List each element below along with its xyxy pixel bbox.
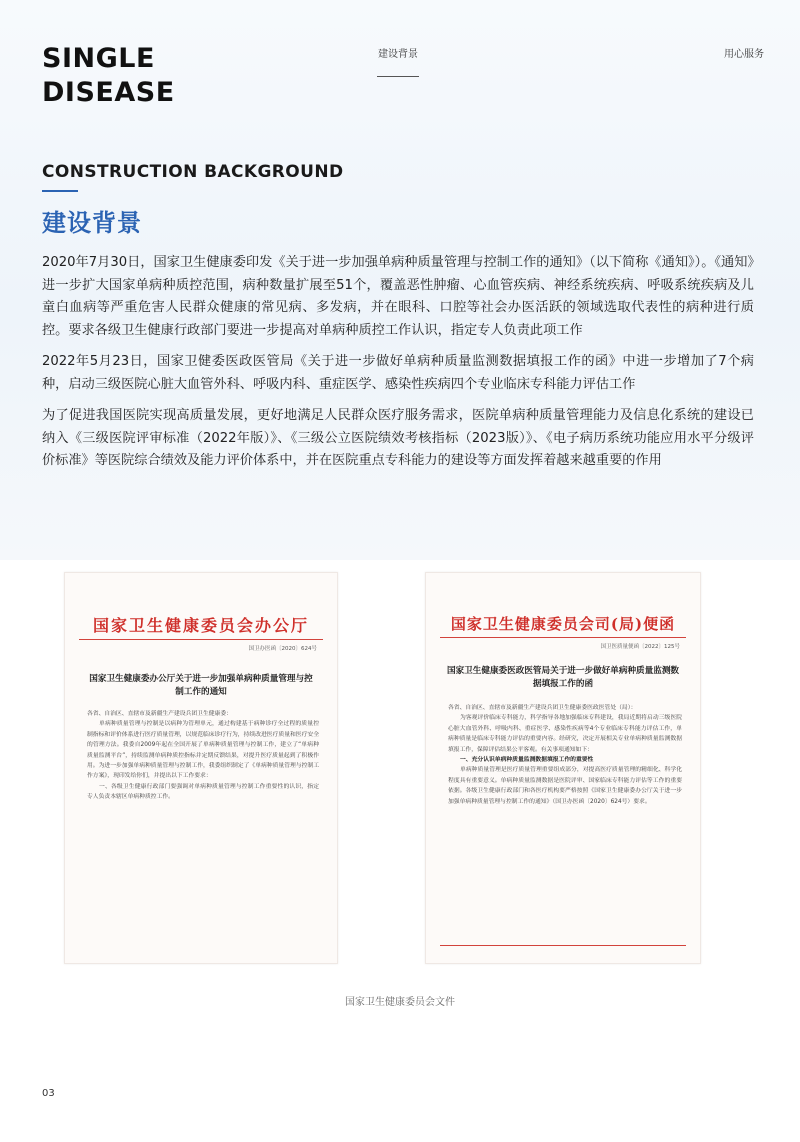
document-section-heading: 一、充分认识单病种质量监测数据填报工作的重要性 <box>460 757 594 764</box>
section-title-en: CONSTRUCTION BACKGROUND <box>42 162 344 182</box>
document-image-letter-2022 <box>425 572 701 964</box>
document-images <box>0 570 800 970</box>
section-title-cn: 建设背景 <box>42 209 142 237</box>
image-caption: 国家卫生健康委员会文件 <box>345 997 455 1008</box>
document-title: 国家卫生健康委医政医管局关于进一步做好单病种质量监测数据填报工作的函 <box>446 666 680 689</box>
document-paragraph: 一、各级卫生健康行政部门要强调对单病种质量管理与控制工作重要性的认识，指定专人负责本辖区单病种质控工作。 <box>87 783 319 801</box>
nav-active-underline <box>377 76 419 77</box>
nav-item-service[interactable]: 用心服务 <box>724 49 764 60</box>
brand-line-1: SINGLE <box>42 43 155 74</box>
document-image-notice-2020 <box>64 572 338 964</box>
document-salutation: 各省、自治区、直辖市及新疆生产建设兵团卫生健康委： <box>87 711 232 717</box>
section-body <box>42 252 754 482</box>
document-reference: 国卫办医函〔2020〕624号 <box>248 646 317 652</box>
document-paragraph: 单病种质量管理是医疗质量管理重要组成部分，对提高医疗质量管理的精细化、科学化程度具有重要意义。单病种质量监测数据是医院评审、国家临床专科能力评估等工作的重要依据。各级卫生健康行政部门和各医疗机构要严格按照《国家卫生健康委办公厅关于进一步加强单病种质量管理与控制工作的通知》（国卫办医函〔2020〕624号）要求。 <box>448 767 682 805</box>
paragraph: 2022年5月23日，国家卫健委医政医管局《关于进一步做好单病种质量监测数据填报工作的函》中进一步增加了7个病种，启动三级医院心脏大血管外科、呼吸内科、重症医学、感染性疾病四个专业临床专科能力评估工作 <box>42 354 754 392</box>
document-header: 国家卫生健康委员会司(局)便函 <box>450 615 676 633</box>
document-bottom-rule <box>440 945 686 946</box>
brand-title <box>42 42 175 110</box>
nav-item-background[interactable]: 建设背景 <box>378 49 418 60</box>
page-number: 03 <box>42 1088 55 1099</box>
document-red-rule <box>440 637 686 638</box>
document-body <box>448 703 682 943</box>
brand-line-2: DISEASE <box>42 77 175 108</box>
paragraph: 为了促进我国医院实现高质量发展，更好地满足人民群众医疗服务需求，医院单病种质量管理能力及信息化系统的建设已纳入《三级医院评审标准（2022年版）》、《三级公立医院绩效考核指标（2023版）》、《电子病历系统功能应用水平分级评价标准》等医院综合绩效及能力评价体系中，并在医院重点专科能力的建设等方面发挥着越来越重要的作用 <box>42 408 754 468</box>
document-title: 国家卫生健康委办公厅关于进一步加强单病种质量管理与控制工作的通知 <box>89 674 313 697</box>
document-header: 国家卫生健康委员会办公厅 <box>92 616 309 635</box>
document-reference: 国卫医质量便函〔2022〕125号 <box>600 644 680 650</box>
document-paragraph: 为客观评价临床专科能力，科学指导各地加强临床专科建设，我局近期将启动三级医院心脏大血管外科、呼吸内科、重症医学、感染性疾病等4个专业临床专科能力评估工作，单病种质量是临床专科能力评估的重要内容。经研究，决定开展相关专业单病种质量监测数据填报工作，保障评估结果公平客观。有关事项通知如下： <box>448 715 682 753</box>
section-title-underline <box>42 190 78 192</box>
document-red-rule <box>79 639 323 640</box>
paragraph: 2020年7月30日，国家卫生健康委印发《关于进一步加强单病种质量管理与控制工作的通知》（以下简称《通知》）。《通知》进一步扩大国家单病种质控范围，病种数量扩展至51个，覆盖恶性肿瘤、心血管疾病、神经系统疾病、呼吸系统疾病及儿童白血病等严重危害人民群众健康的常见病、多发病，并在眼科、口腔等社会办医活跃的领域选取代表性的病种进行质控。要求各级卫生健康行政部门要进一步提高对单病种质控工作认识，指定专人负责此项工作 <box>42 255 754 338</box>
document-body <box>87 709 319 954</box>
document-salutation: 各省、自治区、直辖市及新疆生产建设兵团卫生健康委医政医管处（局）： <box>448 705 637 711</box>
document-paragraph: 单病种质量管理与控制是以病种为管理单元，通过构建基于病种诊疗全过程的质量控制指标和评价体系进行医疗质量管理，以规范临床诊疗行为，持续改进医疗质量和医疗安全的管理方法。我委自2009年起在全国开展了单病种质量管理与控制工作，建立了“单病种质量监测平台”，持续监测单病种质控指标并定期反馈结果，对提升医疗质量起到了积极作用。为进一步加强单病种质量管理与控制工作，我委组织制定了《单病种质量管理与控制工作方案》，现印发给你们，并提出以下工作要求： <box>87 721 319 780</box>
